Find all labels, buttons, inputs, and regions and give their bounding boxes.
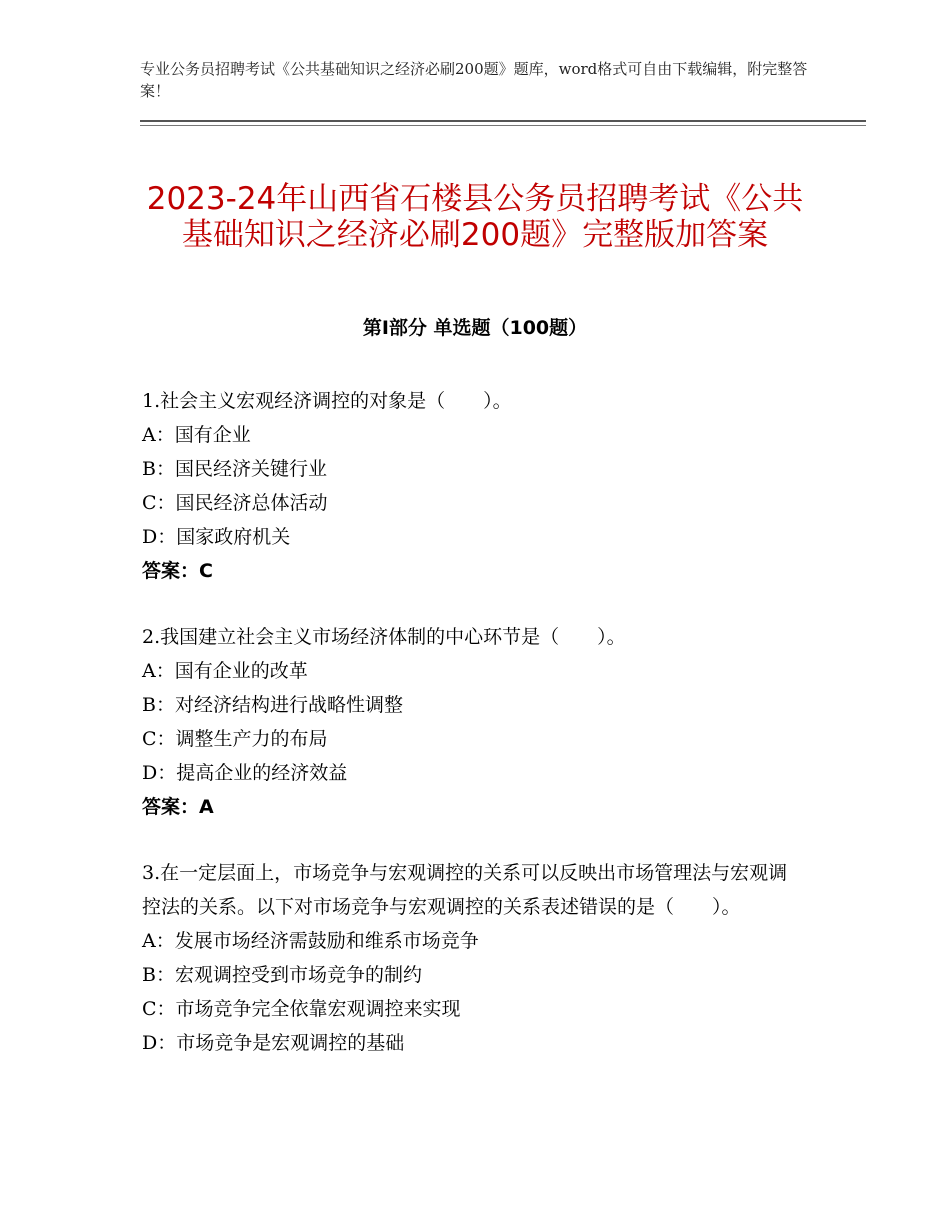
option-b: B：对经济结构进行战略性调整: [142, 694, 403, 716]
answer: 答案：A: [142, 796, 214, 818]
option-c: C：调整生产力的布局: [142, 728, 328, 750]
question-text: 1.社会主义宏观经济调控的对象是（ ）。: [142, 390, 512, 412]
option-a: A：国有企业的改革: [142, 660, 308, 682]
option-b: B：宏观调控受到市场竞争的制约: [142, 964, 422, 986]
question-3: [142, 856, 802, 1060]
option-d: D：市场竞争是宏观调控的基础: [142, 1032, 405, 1054]
header-rule-thick: [140, 120, 866, 122]
option-c: C：市场竞争完全依靠宏观调控来实现: [142, 998, 461, 1020]
answer: 答案：C: [142, 560, 213, 582]
option-a: A：发展市场经济需鼓励和维系市场竞争: [142, 930, 479, 952]
option-d: D：提高企业的经济效益: [142, 762, 348, 784]
header-rule-thin: [140, 125, 866, 126]
header-note: 专业公务员招聘考试《公共基础知识之经济必刷200题》题库，word格式可自由下载编辑，附完整答案！: [140, 60, 808, 100]
option-a: A：国有企业: [142, 424, 251, 446]
question-text: 3.在一定层面上，市场竞争与宏观调控的关系可以反映出市场管理法与宏观调控法的关系。以下对市场竞争与宏观调控的关系表述错误的是（ ）。: [142, 862, 788, 918]
section-title: 第Ⅰ部分 单选题（100题）: [362, 317, 588, 339]
option-c: C：国民经济总体活动: [142, 492, 328, 514]
question-list: [142, 384, 802, 1060]
option-b: B：国民经济关键行业: [142, 458, 327, 480]
question-text: 2.我国建立社会主义市场经济体制的中心环节是（ ）。: [142, 626, 626, 648]
option-d: D：国家政府机关: [142, 526, 291, 548]
document-title: 2023-24年山西省石楼县公务员招聘考试《公共基础知识之经济必刷200题》完整版加答案: [146, 180, 804, 253]
question-2: [142, 620, 802, 824]
question-1: [142, 384, 802, 588]
